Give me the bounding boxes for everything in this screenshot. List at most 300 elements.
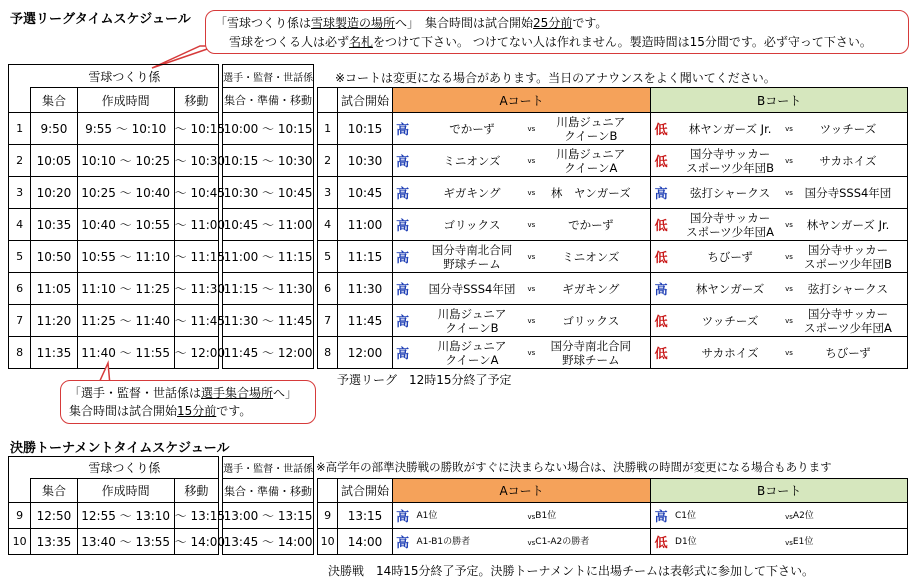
table-row <box>9 503 908 529</box>
team-home <box>675 314 785 328</box>
final-move-header: 移動 <box>174 479 218 503</box>
move-time: ～ 10:45 <box>174 177 218 209</box>
match <box>671 122 907 136</box>
team-name: 林 ヤンガーズ <box>550 185 631 200</box>
team-home <box>416 154 527 168</box>
match-cell <box>671 177 907 209</box>
match-cell <box>412 145 650 177</box>
high-level-badge: 高 <box>654 283 668 298</box>
assemble-time: 13:35 <box>31 529 77 555</box>
high-level-badge: 高 <box>654 510 668 525</box>
callout2-text: 集合時間は試合開始 <box>69 404 178 418</box>
level-cell <box>392 337 412 369</box>
row-number: 8 <box>9 337 31 369</box>
vs-label: vs <box>785 124 793 133</box>
prelim-rows <box>9 113 908 369</box>
team-home <box>675 511 785 521</box>
team-name: C1位 <box>675 510 697 521</box>
team-name: B1位 <box>535 510 557 521</box>
assemble-time: 11:35 <box>31 337 77 369</box>
team-name: 国分寺サッカー スポーツ少年団A <box>804 306 892 335</box>
team-name: 弦打シャークス <box>689 185 771 200</box>
make-time: 9:55 ～ 10:10 <box>77 113 174 145</box>
team-away <box>793 243 903 271</box>
match <box>671 282 907 296</box>
team-away <box>793 282 903 296</box>
vs-label: vs <box>785 220 793 229</box>
team-away <box>535 218 646 232</box>
team-home <box>416 122 527 136</box>
team-away <box>535 511 646 521</box>
match-number: 2 <box>318 145 338 177</box>
team-name: 川島ジュニア クイーンB <box>556 114 626 143</box>
prep-time: 11:45 ～ 12:00 <box>223 337 314 369</box>
start-time: 10:30 <box>338 145 393 177</box>
low-level-badge: 低 <box>654 347 668 362</box>
match <box>671 211 907 239</box>
vs-label: vs <box>527 512 536 521</box>
match <box>671 147 907 175</box>
prep-time: 11:00 ～ 11:15 <box>223 241 314 273</box>
vs-label: vs <box>785 284 793 293</box>
make-time: 11:25 ～ 11:40 <box>77 305 174 337</box>
team-name: ちびーず <box>707 249 753 264</box>
match-cell <box>671 209 907 241</box>
make-time: 11:10 ～ 11:25 <box>77 273 174 305</box>
team-home <box>675 186 785 200</box>
level-cell <box>392 177 412 209</box>
vs-label: vs <box>785 512 793 521</box>
make-time-header: 作成時間 <box>77 88 174 113</box>
vs-label: vs <box>785 538 793 547</box>
assemble-time: 11:05 <box>31 273 77 305</box>
team-home <box>675 250 785 264</box>
team-name: 川島ジュニア クイーンB <box>437 306 507 335</box>
final-assemble-header: 集合 <box>31 479 77 503</box>
match-number: 1 <box>318 113 338 145</box>
team-away <box>793 346 903 360</box>
level-cell <box>392 241 412 273</box>
match-number: 10 <box>318 529 338 555</box>
callout2-text: へ」 <box>273 386 298 400</box>
prep-time: 10:00 ～ 10:15 <box>223 113 314 145</box>
match <box>412 186 650 200</box>
players-callout <box>60 380 316 424</box>
start-time: 13:15 <box>338 503 393 529</box>
high-level-badge: 高 <box>396 123 410 138</box>
team-name: 国分寺サッカー スポーツ少年団A <box>686 210 775 239</box>
vs-label: vs <box>527 156 536 165</box>
final-court-b-header: Bコート <box>651 479 908 503</box>
match-number: 3 <box>318 177 338 209</box>
high-level-badge: 高 <box>396 219 410 234</box>
prep-time: 11:15 ～ 11:30 <box>223 273 314 305</box>
match-cell <box>412 273 650 305</box>
team-away <box>793 537 903 547</box>
match-cell <box>412 305 650 337</box>
assemble-prep-header: 集合・準備・移動 <box>223 88 314 113</box>
table-row <box>9 273 908 305</box>
court-b-header: Bコート <box>651 88 908 113</box>
team-away <box>793 511 903 521</box>
match-number: 8 <box>318 337 338 369</box>
level-cell <box>651 503 671 529</box>
team-name: 国分寺南北合同 野球チーム <box>550 338 632 367</box>
start-time: 10:15 <box>338 113 393 145</box>
team-name: ミニオンズ <box>443 153 501 168</box>
match-cell <box>671 113 907 145</box>
make-time: 10:25 ～ 10:40 <box>77 177 174 209</box>
match-cell <box>671 273 907 305</box>
vs-label: vs <box>785 348 793 357</box>
low-level-badge: 低 <box>654 155 668 170</box>
callout2-text: 「選手・監督・世話係は <box>69 386 202 400</box>
match-number: 6 <box>318 273 338 305</box>
match <box>412 147 650 175</box>
assemble-time: 10:50 <box>31 241 77 273</box>
assemble-header: 集合 <box>31 88 77 113</box>
team-name: A1-B1の勝者 <box>416 536 471 547</box>
final-end-note: 決勝戦 14時15分終了予定。決勝トーナメントに出場チームは表彰式に参加して下さい。 <box>328 564 815 578</box>
make-time: 13:40 ～ 13:55 <box>77 529 174 555</box>
start-time: 10:45 <box>338 177 393 209</box>
callout1-text: へ」 集合時間は試合開始 <box>395 16 534 30</box>
row-number: 10 <box>9 529 31 555</box>
level-cell <box>392 529 412 555</box>
move-time: ～ 11:30 <box>174 273 218 305</box>
team-home <box>416 339 527 367</box>
level-cell <box>651 209 671 241</box>
prelim-title: 予選リーグタイムスケジュール <box>10 12 191 27</box>
callout2-text: です。 <box>216 404 252 418</box>
team-home <box>416 243 527 271</box>
team-away <box>535 186 646 200</box>
table-row <box>9 529 908 555</box>
final-start-header: 試合開始 <box>338 479 393 503</box>
level-cell <box>651 241 671 273</box>
team-away <box>535 537 646 547</box>
assemble-time: 12:50 <box>31 503 77 529</box>
team-home <box>675 537 785 547</box>
move-time: ～ 12:00 <box>174 337 218 369</box>
move-time: ～ 11:15 <box>174 241 218 273</box>
prep-time: 10:45 ～ 11:00 <box>223 209 314 241</box>
move-time: ～ 11:00 <box>174 209 218 241</box>
callout1-text: をつけて下さい。 つけてない人は作れません。製造時間は15分間です。必ず守って下さい。 <box>373 35 872 49</box>
team-name: 国分寺SSS4年団 <box>428 281 516 296</box>
table-row <box>9 113 908 145</box>
vs-label: vs <box>527 284 536 293</box>
team-name: でかーず <box>449 121 495 136</box>
low-level-badge: 低 <box>654 315 668 330</box>
start-time: 11:30 <box>338 273 393 305</box>
team-home <box>416 282 527 296</box>
team-away <box>535 250 646 264</box>
match-cell <box>412 529 650 555</box>
team-away <box>793 122 903 136</box>
team-home <box>416 218 527 232</box>
prelim-schedule-table <box>8 64 908 369</box>
match <box>412 339 650 367</box>
team-name: E1位 <box>792 536 814 547</box>
low-level-badge: 低 <box>654 536 668 551</box>
high-level-badge: 高 <box>396 251 410 266</box>
team-home <box>675 122 785 136</box>
row-number: 4 <box>9 209 31 241</box>
start-time: 11:00 <box>338 209 393 241</box>
table-row <box>9 337 908 369</box>
final-players-header: 選手・監督・世話係 <box>223 457 314 479</box>
move-time: ～ 11:45 <box>174 305 218 337</box>
team-name: 弦打シャークス <box>807 281 889 296</box>
team-name: サカホイズ <box>701 345 759 360</box>
team-name: 林ヤンガーズ Jr. <box>688 121 772 136</box>
final-court-a-header: Aコート <box>392 479 651 503</box>
match-cell <box>412 209 650 241</box>
match-number: 4 <box>318 209 338 241</box>
final-schedule-table <box>8 456 908 555</box>
level-cell <box>651 177 671 209</box>
callout1-location: 雪球製造の場所 <box>311 16 396 30</box>
start-time: 11:15 <box>338 241 393 273</box>
team-name: 林ヤンガーズ <box>695 281 765 296</box>
final-change-note: ※高学年の部準決勝戦の勝敗がすぐに決まらない場合は、決勝戦の時間が変更になる場合もあります <box>316 460 832 474</box>
team-name: ツッチーズ <box>701 313 759 328</box>
make-time: 10:55 ～ 11:10 <box>77 241 174 273</box>
high-level-badge: 高 <box>396 155 410 170</box>
row-number: 6 <box>9 273 31 305</box>
team-name: D1位 <box>675 536 697 547</box>
final-make-time-header: 作成時間 <box>77 479 174 503</box>
high-level-badge: 高 <box>396 536 410 551</box>
level-cell <box>392 145 412 177</box>
callout1-text: 「雪球つくり係は <box>215 16 312 30</box>
match-cell <box>671 305 907 337</box>
vs-label: vs <box>527 348 536 357</box>
level-cell <box>392 113 412 145</box>
start-time: 12:00 <box>338 337 393 369</box>
match <box>412 307 650 335</box>
move-header: 移動 <box>174 88 218 113</box>
level-cell <box>651 273 671 305</box>
move-time: ～ 13:15 <box>174 503 218 529</box>
match <box>671 307 907 335</box>
match-cell <box>671 503 907 529</box>
callout1-minutes: 25分前 <box>533 16 573 30</box>
team-home <box>416 511 527 521</box>
prep-time: 10:30 ～ 10:45 <box>223 177 314 209</box>
team-name: でかーず <box>568 217 614 232</box>
team-away <box>793 186 903 200</box>
team-away <box>535 282 646 296</box>
final-title: 決勝トーナメントタイムスケジュール <box>10 441 230 456</box>
team-name: 国分寺南北合同 野球チーム <box>431 242 513 271</box>
vs-label: vs <box>527 188 536 197</box>
team-name: ギガキング <box>443 185 501 200</box>
team-home <box>675 346 785 360</box>
team-away <box>793 218 903 232</box>
level-cell <box>651 113 671 145</box>
table-row <box>9 177 908 209</box>
team-name: サカホイズ <box>819 153 877 168</box>
vs-label: vs <box>527 252 536 261</box>
row-number: 5 <box>9 241 31 273</box>
team-name: 林ヤンガーズ Jr. <box>806 217 890 232</box>
team-name: 国分寺サッカー スポーツ少年団B <box>686 146 775 175</box>
level-cell <box>392 503 412 529</box>
final-rows <box>9 503 908 555</box>
team-away <box>793 154 903 168</box>
team-name: 国分寺サッカー スポーツ少年団B <box>803 242 892 271</box>
vs-label: vs <box>785 156 793 165</box>
match <box>671 243 907 271</box>
team-name: ゴリックス <box>443 217 501 232</box>
team-name: ギガキング <box>562 281 620 296</box>
high-level-badge: 高 <box>654 187 668 202</box>
level-cell <box>392 305 412 337</box>
level-cell <box>392 273 412 305</box>
make-time: 10:10 ～ 10:25 <box>77 145 174 177</box>
callout1-nametag: 名札 <box>349 35 374 49</box>
team-name: 川島ジュニア クイーンA <box>556 146 626 175</box>
start-time: 11:45 <box>338 305 393 337</box>
vs-label: vs <box>785 252 793 261</box>
callout1-text: です。 <box>572 16 608 30</box>
team-name: A2位 <box>792 510 814 521</box>
match-cell <box>671 145 907 177</box>
high-level-badge: 高 <box>396 347 410 362</box>
low-level-badge: 低 <box>654 123 668 138</box>
assemble-time: 10:05 <box>31 145 77 177</box>
match-cell <box>671 337 907 369</box>
high-level-badge: 高 <box>396 187 410 202</box>
team-name: ミニオンズ <box>562 249 620 264</box>
vs-label: vs <box>785 316 793 325</box>
prep-time: 11:30 ～ 11:45 <box>223 305 314 337</box>
match-cell <box>412 503 650 529</box>
callout2-location: 選手集合場所 <box>201 386 274 400</box>
make-time: 12:55 ～ 13:10 <box>77 503 174 529</box>
level-cell <box>651 529 671 555</box>
match <box>671 346 907 360</box>
match-cell <box>671 241 907 273</box>
match-number: 5 <box>318 241 338 273</box>
prep-time: 13:00 ～ 13:15 <box>223 503 314 529</box>
match-cell <box>412 177 650 209</box>
match <box>412 282 650 296</box>
team-home <box>675 147 785 175</box>
team-home <box>416 537 527 547</box>
team-away <box>535 339 646 367</box>
vs-label: vs <box>527 538 536 547</box>
team-name: 川島ジュニア クイーンA <box>437 338 507 367</box>
team-home <box>416 307 527 335</box>
start-header: 試合開始 <box>338 88 393 113</box>
match <box>671 537 907 547</box>
table-row <box>9 305 908 337</box>
match <box>412 115 650 143</box>
match-number: 7 <box>318 305 338 337</box>
match <box>412 511 650 521</box>
assemble-time: 10:20 <box>31 177 77 209</box>
court-a-header: Aコート <box>392 88 651 113</box>
team-away <box>793 307 903 335</box>
team-name: ちびーず <box>825 345 871 360</box>
callout1-text: 雪球をつくる人は必ず <box>229 35 350 49</box>
team-name: 国分寺SSS4年団 <box>804 185 892 200</box>
snow-crew-header: 雪球つくり係 <box>31 65 219 88</box>
team-home <box>416 186 527 200</box>
level-cell <box>651 337 671 369</box>
team-name: ツッチーズ <box>819 121 877 136</box>
level-cell <box>651 145 671 177</box>
final-assemble-prep-header: 集合・準備・移動 <box>223 479 314 503</box>
prep-time: 10:15 ～ 10:30 <box>223 145 314 177</box>
team-name: C1-A2の勝者 <box>535 536 590 547</box>
callout2-minutes: 15分前 <box>177 404 217 418</box>
match <box>412 243 650 271</box>
high-level-badge: 高 <box>396 315 410 330</box>
high-level-badge: 高 <box>396 283 410 298</box>
row-number: 1 <box>9 113 31 145</box>
vs-label: vs <box>527 316 536 325</box>
vs-label: vs <box>527 124 536 133</box>
match <box>671 186 907 200</box>
vs-label: vs <box>527 220 536 229</box>
row-number: 9 <box>9 503 31 529</box>
table-row <box>9 145 908 177</box>
court-change-note: ※コートは変更になる場合があります。当日のアナウンスをよく聞いてください。 <box>335 71 776 85</box>
players-header: 選手・監督・世話係 <box>223 65 314 88</box>
match-cell <box>671 529 907 555</box>
vs-label: vs <box>785 188 793 197</box>
team-name: A1位 <box>416 510 438 521</box>
start-time: 14:00 <box>338 529 393 555</box>
match <box>671 511 907 521</box>
prep-time: 13:45 ～ 14:00 <box>223 529 314 555</box>
team-name: ゴリックス <box>562 313 620 328</box>
high-level-badge: 高 <box>396 510 410 525</box>
row-number: 3 <box>9 177 31 209</box>
low-level-badge: 低 <box>654 219 668 234</box>
low-level-badge: 低 <box>654 251 668 266</box>
team-home <box>675 282 785 296</box>
team-home <box>675 211 785 239</box>
make-time: 11:40 ～ 11:55 <box>77 337 174 369</box>
match <box>412 218 650 232</box>
row-number: 7 <box>9 305 31 337</box>
table-row <box>9 209 908 241</box>
assemble-time: 10:35 <box>31 209 77 241</box>
match-cell <box>412 337 650 369</box>
team-away <box>535 147 646 175</box>
match-cell <box>412 113 650 145</box>
move-time: ～ 14:00 <box>174 529 218 555</box>
match <box>412 537 650 547</box>
match-number: 9 <box>318 503 338 529</box>
make-time: 10:40 ～ 10:55 <box>77 209 174 241</box>
row-number: 2 <box>9 145 31 177</box>
team-away <box>535 314 646 328</box>
final-snow-crew-header: 雪球つくり係 <box>31 457 219 479</box>
move-time: ～ 10:15 <box>174 113 218 145</box>
match-cell <box>412 241 650 273</box>
table-row <box>9 241 908 273</box>
assemble-time: 9:50 <box>31 113 77 145</box>
crew-callout <box>205 10 909 54</box>
level-cell <box>392 209 412 241</box>
level-cell <box>651 305 671 337</box>
